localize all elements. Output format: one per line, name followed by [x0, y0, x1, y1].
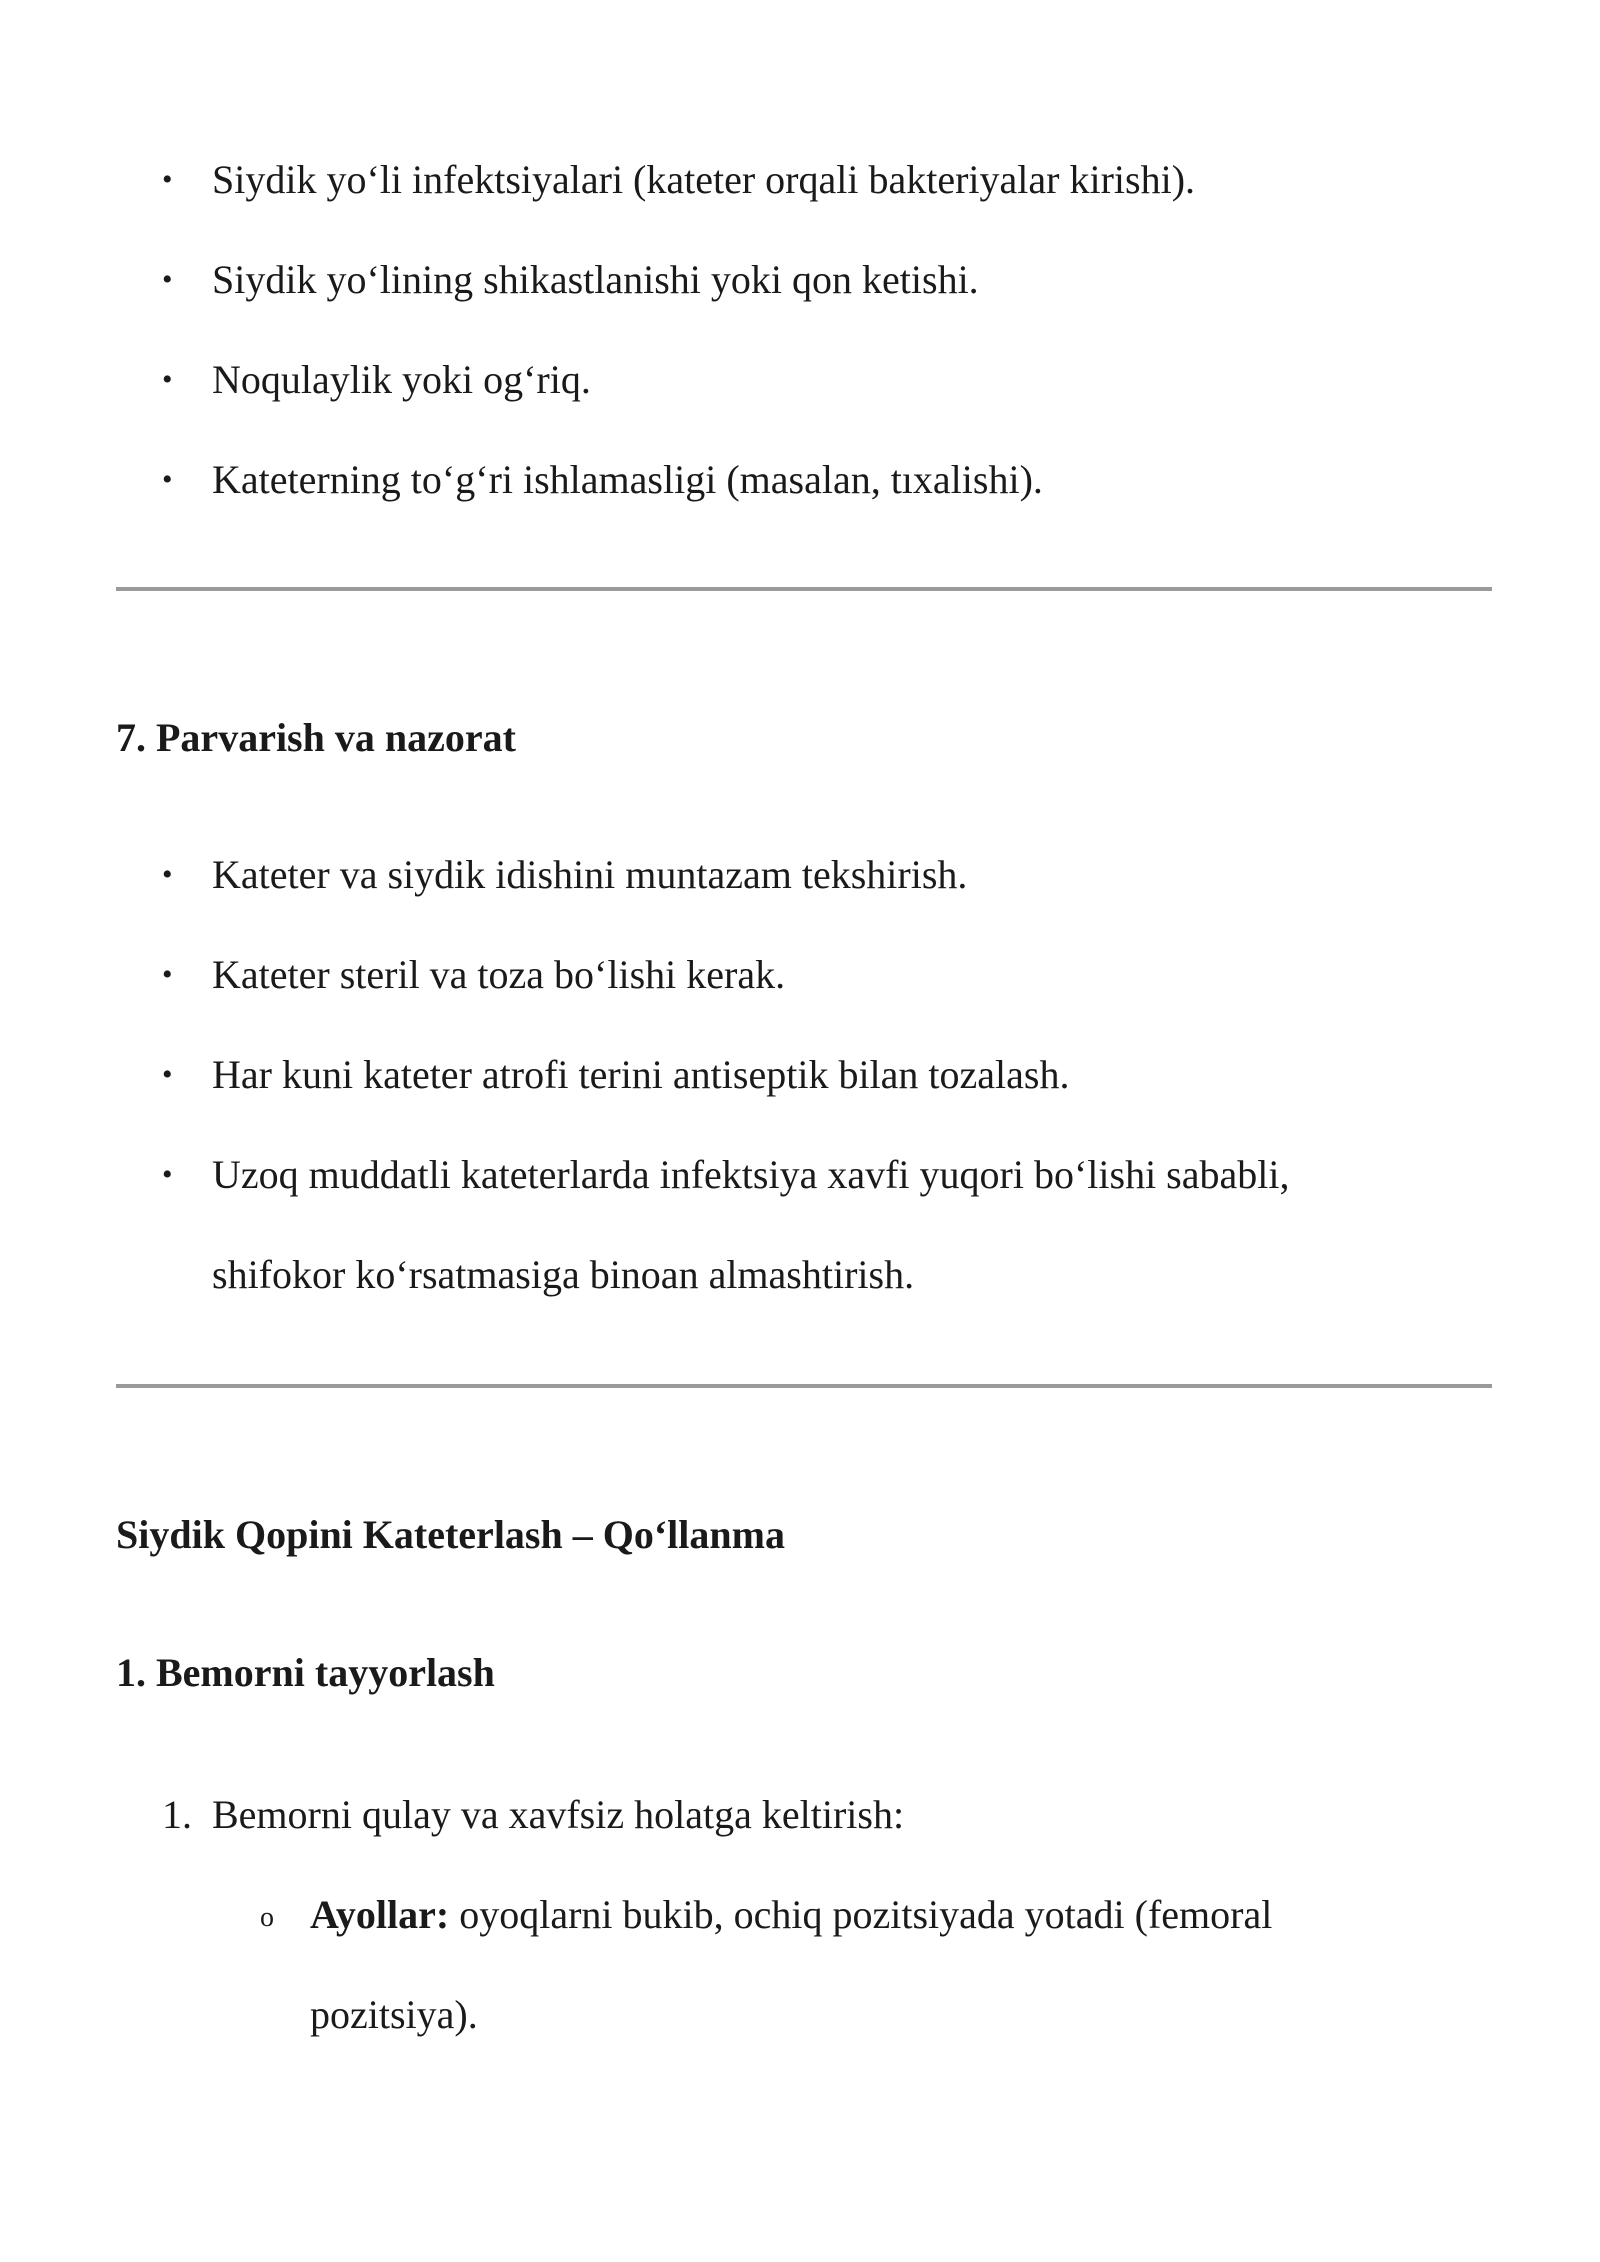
bullet-icon: •: [162, 163, 173, 196]
step-text: Bemorni qulay va xavfsiz holatga keltirish:: [212, 1792, 905, 1837]
list-item: [162, 1025, 1412, 1125]
list-item-text: Uzoq muddatli kateterlarda infektsiya xavfi yuqori bo‘lishi sababli, shifokor ko‘rsatmasiga binoan almashtirish.: [212, 1152, 1290, 1297]
list-item: [162, 130, 1412, 230]
list-item: [162, 230, 1412, 330]
step-number: 1.: [162, 1792, 192, 1837]
list-item: [162, 825, 1412, 925]
list-item-text: Kateterning to‘g‘ri ishlamasligi (masalan, tıxalishi).: [212, 457, 1043, 502]
bullet-icon: •: [162, 958, 173, 991]
bullet-icon: •: [162, 363, 173, 396]
list-item-text: Kateter va siydik idishini muntazam tekshirish.: [212, 852, 968, 897]
list-item-text: Siydik yo‘li infektsiyalari (kateter orqali bakteriyalar kirishi).: [212, 157, 1196, 202]
circle-bullet-icon: o: [260, 1902, 274, 1933]
list-item: [162, 1125, 1392, 1325]
bullet-icon: •: [162, 1158, 173, 1191]
bullet-icon: •: [162, 1058, 173, 1091]
list-item-text: Siydik yo‘lining shikastlanishi yoki qon ketishi.: [212, 257, 979, 302]
list-item-text: Har kuni kateter atrofi terini antiseptik bilan tozalash.: [212, 1052, 1070, 1097]
numbered-step: [162, 1765, 1412, 1865]
list-item: [162, 430, 1412, 530]
section-heading-care: 7. Parvarish va nazorat: [116, 715, 516, 760]
list-item-text: Noqulaylik yoki og‘riq.: [212, 357, 591, 402]
list-item-text: Kateter steril va toza bo‘lishi kerak.: [212, 952, 786, 997]
bullet-icon: •: [162, 263, 173, 296]
list-item: [162, 330, 1412, 430]
bullet-icon: •: [162, 463, 173, 496]
horizontal-divider: [116, 587, 1492, 591]
bullet-icon: •: [162, 858, 173, 891]
sub-item-label: Ayollar:: [310, 1892, 450, 1937]
section-heading-preparation: 1. Bemorni tayyorlash: [116, 1650, 495, 1695]
document-title: Siydik Qopini Kateterlash – Qo‘llanma: [116, 1512, 785, 1557]
horizontal-divider: [116, 1384, 1492, 1388]
sub-list-item: [260, 1865, 1390, 2065]
sub-item-text: oyoqlarni bukib, ochiq pozitsiyada yotadi (femoral pozitsiya).: [310, 1892, 1273, 2037]
list-item: [162, 925, 1412, 1025]
